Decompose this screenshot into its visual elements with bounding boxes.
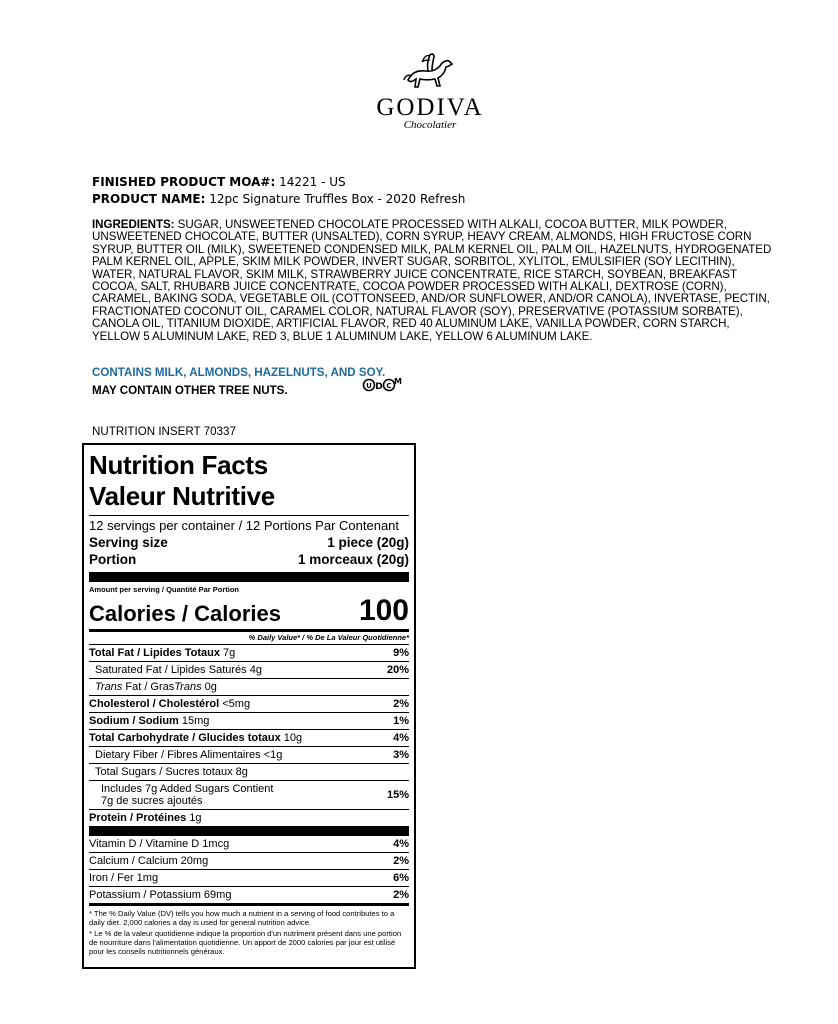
nutrient-amount: 10g (280, 732, 303, 744)
daily-value-header: % Daily Value* / % De La Valeur Quotidienne* (248, 633, 409, 642)
divider (89, 515, 409, 516)
nutrient-pct: 2% (393, 889, 409, 901)
nutrient-pct: 2% (393, 698, 409, 710)
footnote-fr: * Le % de la valeur quotidienne indique la proportion d'un nutriment présent dans une portion de nourriture dans l'alimentation quotidienne. Un apport de 2000 calories par jour est utilisé pour les conseils nutritionnels généraux. (89, 928, 402, 957)
nutrient-row-cholesterol (89, 695, 409, 712)
product-moa (92, 175, 346, 189)
nutrient-name: Dietary Fiber / Fibres Alimentaires <1g (95, 749, 283, 761)
brand-subtitle: Chocolatier (403, 119, 457, 131)
amount-per-serving: Amount per serving / Quantité Par Portion (89, 585, 240, 594)
nutrient-name-italic: Trans (174, 681, 202, 693)
nutrient-pct: 4% (393, 838, 409, 850)
nutrient-row-vitamin-d (89, 836, 409, 852)
nutrient-row-sodium (89, 712, 409, 729)
brand-logo (370, 50, 490, 140)
nutrient-row-added-sugars (89, 780, 409, 809)
calories-row (89, 595, 409, 627)
nutrient-pct: 15% (386, 789, 409, 801)
nutrient-row-protein (89, 809, 409, 826)
nutrient-name: Calcium / Calcium 20mg (89, 855, 209, 867)
thick-divider (89, 572, 409, 582)
nutrient-row-saturated-fat (89, 661, 409, 678)
portion-row (89, 551, 409, 568)
nutrient-row-total-carbohydrate (89, 729, 409, 746)
nutrient-pct: 3% (393, 749, 409, 761)
nutrient-name: Fat / Gras (122, 681, 175, 693)
thick-divider (89, 826, 409, 836)
nutrient-pct: 9% (393, 647, 409, 659)
nutrient-pct: 2% (393, 855, 409, 867)
moa-value: 14221 - US (275, 175, 346, 189)
portion-value: 1 morceaux (20g) (297, 552, 409, 567)
nutrient-name: Total Sugars / Sucres totaux 8g (95, 766, 248, 778)
medium-divider (89, 903, 409, 906)
servings-per-container: 12 servings per container / 12 Portions Par Contenant (89, 518, 400, 533)
ingredients-paragraph (92, 219, 772, 343)
nutrient-row-dietary-fiber (89, 746, 409, 763)
nutrient-amount: 1g (186, 812, 202, 824)
brand-name: GODIVA (376, 94, 484, 121)
svg-text:M: M (394, 377, 402, 386)
nutrient-pct: 4% (393, 732, 409, 744)
portion-label: Portion (89, 552, 137, 567)
ingredients-text: SUGAR, UNSWEETENED CHOCOLATE PROCESSED WITH ALKALI, COCOA BUTTER, MILK POWDER, UNSWEETENED CHOCOLATE, BUTTER (UNSALTED), CORN SYRUP, HEAVY CREAM, ALMONDS, HIGH FRUCTOSE CORN SYRUP, BUTTER OIL (MILK), SWEETENED CONDENSED MILK, PALM KERNEL OIL, PALM OIL, HAZELNUTS, HYDROGENATED PALM KERNEL OIL, APPLE, SKIM MILK POWDER, INVERT SUGAR, SORBITOL, XYLITOL, EMULSIFIER (SOY LECITHIN), WATER, NATURAL FLAVOR, SKIM MILK, STRAWBERRY JUICE CONCENTRATE, RICE STARCH, SOYBEAN, BREAKFAST COCOA, SALT, RHUBARB JUICE CONCENTRATE, COCOA POWDER PROCESSED WITH ALKALI, DEXTROSE (CORN), CARAMEL, BAKING SODA, VEGETABLE OIL (COTTONSEED, AND/OR SUNFLOWER, AND/OR CANOLA), INVERTASE, PECTIN, FRACTIONATED COCONUT OIL, CARAMEL COLOR, NATURAL FLAVOR (SOY), PRESERVATIVE (POTASSIUM SORBATE), CANOLA OIL, TITANIUM DIOXIDE, ARTIFICIAL FLAVOR, RED 40 ALUMINUM LAKE, VANILLA POWDER, CORN STARCH, YELLOW 5 ALUMINUM LAKE, RED 3, BLUE 1 ALUMINUM LAKE, YELLOW 6 ALUMINUM LAKE. (92, 218, 772, 343)
trans-italic-label: Trans (95, 681, 123, 693)
nutrient-name: Includes 7g Added Sugars Contient (101, 783, 274, 795)
footnote-en: * The % Daily Value (DV) tells you how much a nutrient in a serving of food contributes to a daily diet. 2,000 calories a day is used for general nutrition advice. (89, 909, 395, 928)
calories-label: Calories / Calories (89, 601, 281, 626)
product-name-value: 12pc Signature Truffles Box - 2020 Refresh (205, 192, 466, 206)
nutrient-amount: 15mg (178, 715, 210, 727)
allergen-statement: CONTAINS MILK, ALMONDS, HAZELNUTS, AND SOY. (92, 366, 386, 379)
kosher-dairy-icon (362, 376, 404, 399)
serving-size-label: Serving size (89, 535, 168, 550)
svg-text:C: C (386, 382, 392, 390)
nutrient-row-potassium (89, 886, 409, 903)
serving-size-value: 1 piece (20g) (327, 535, 409, 550)
moa-label: FINISHED PRODUCT MOA#: (92, 175, 276, 189)
nutrient-name-fr: 7g de sucres ajoutés (101, 795, 203, 807)
nutrient-pct: 1% (393, 715, 409, 727)
nutrition-title-en: Nutrition Facts (89, 450, 268, 480)
serving-size-row (89, 534, 409, 551)
nutrition-facts-panel (82, 443, 416, 969)
nutrient-amount: <5mg (219, 698, 251, 710)
nutrient-name: Protein / Protéines (89, 812, 187, 824)
nutrient-name: Sodium / Sodium (89, 715, 179, 727)
calories-value: 100 (358, 594, 409, 627)
product-name (92, 192, 465, 206)
svg-text:U: U (366, 382, 372, 390)
svg-text:D: D (375, 382, 383, 392)
tree-nut-warning: MAY CONTAIN OTHER TREE NUTS. (92, 384, 288, 397)
nutrient-pct: 20% (386, 664, 409, 676)
nutrient-name: Vitamin D / Vitamine D 1mcg (89, 838, 230, 850)
nutrient-name: Cholesterol / Cholestérol (89, 698, 220, 710)
nutrient-pct: 6% (393, 872, 409, 884)
horse-rider-icon (402, 50, 458, 94)
nutrient-row-trans-fat (89, 678, 409, 695)
nutrient-name: Total Fat / Lipides Totaux (89, 647, 220, 659)
nutrient-amount: 0g (201, 681, 217, 693)
nutrient-row-iron (89, 869, 409, 886)
nutrient-name: Potassium / Potassium 69mg (89, 889, 232, 901)
nutrient-row-total-sugars (89, 763, 409, 780)
nutrition-title-fr: Valeur Nutritive (89, 481, 275, 511)
nutrient-name: Total Carbohydrate / Glucides totaux (89, 732, 281, 744)
product-name-label: PRODUCT NAME: (92, 192, 206, 206)
nutrient-row-total-fat (89, 644, 409, 661)
nutrient-amount: 7g (220, 647, 236, 659)
nutrition-insert-label: NUTRITION INSERT 70337 (92, 425, 236, 438)
ingredients-label: INGREDIENTS: (92, 218, 175, 231)
nutrient-name: Saturated Fat / Lipides Saturés 4g (95, 664, 262, 676)
nutrient-name: Iron / Fer 1mg (89, 872, 159, 884)
nutrient-row-calcium (89, 852, 409, 869)
